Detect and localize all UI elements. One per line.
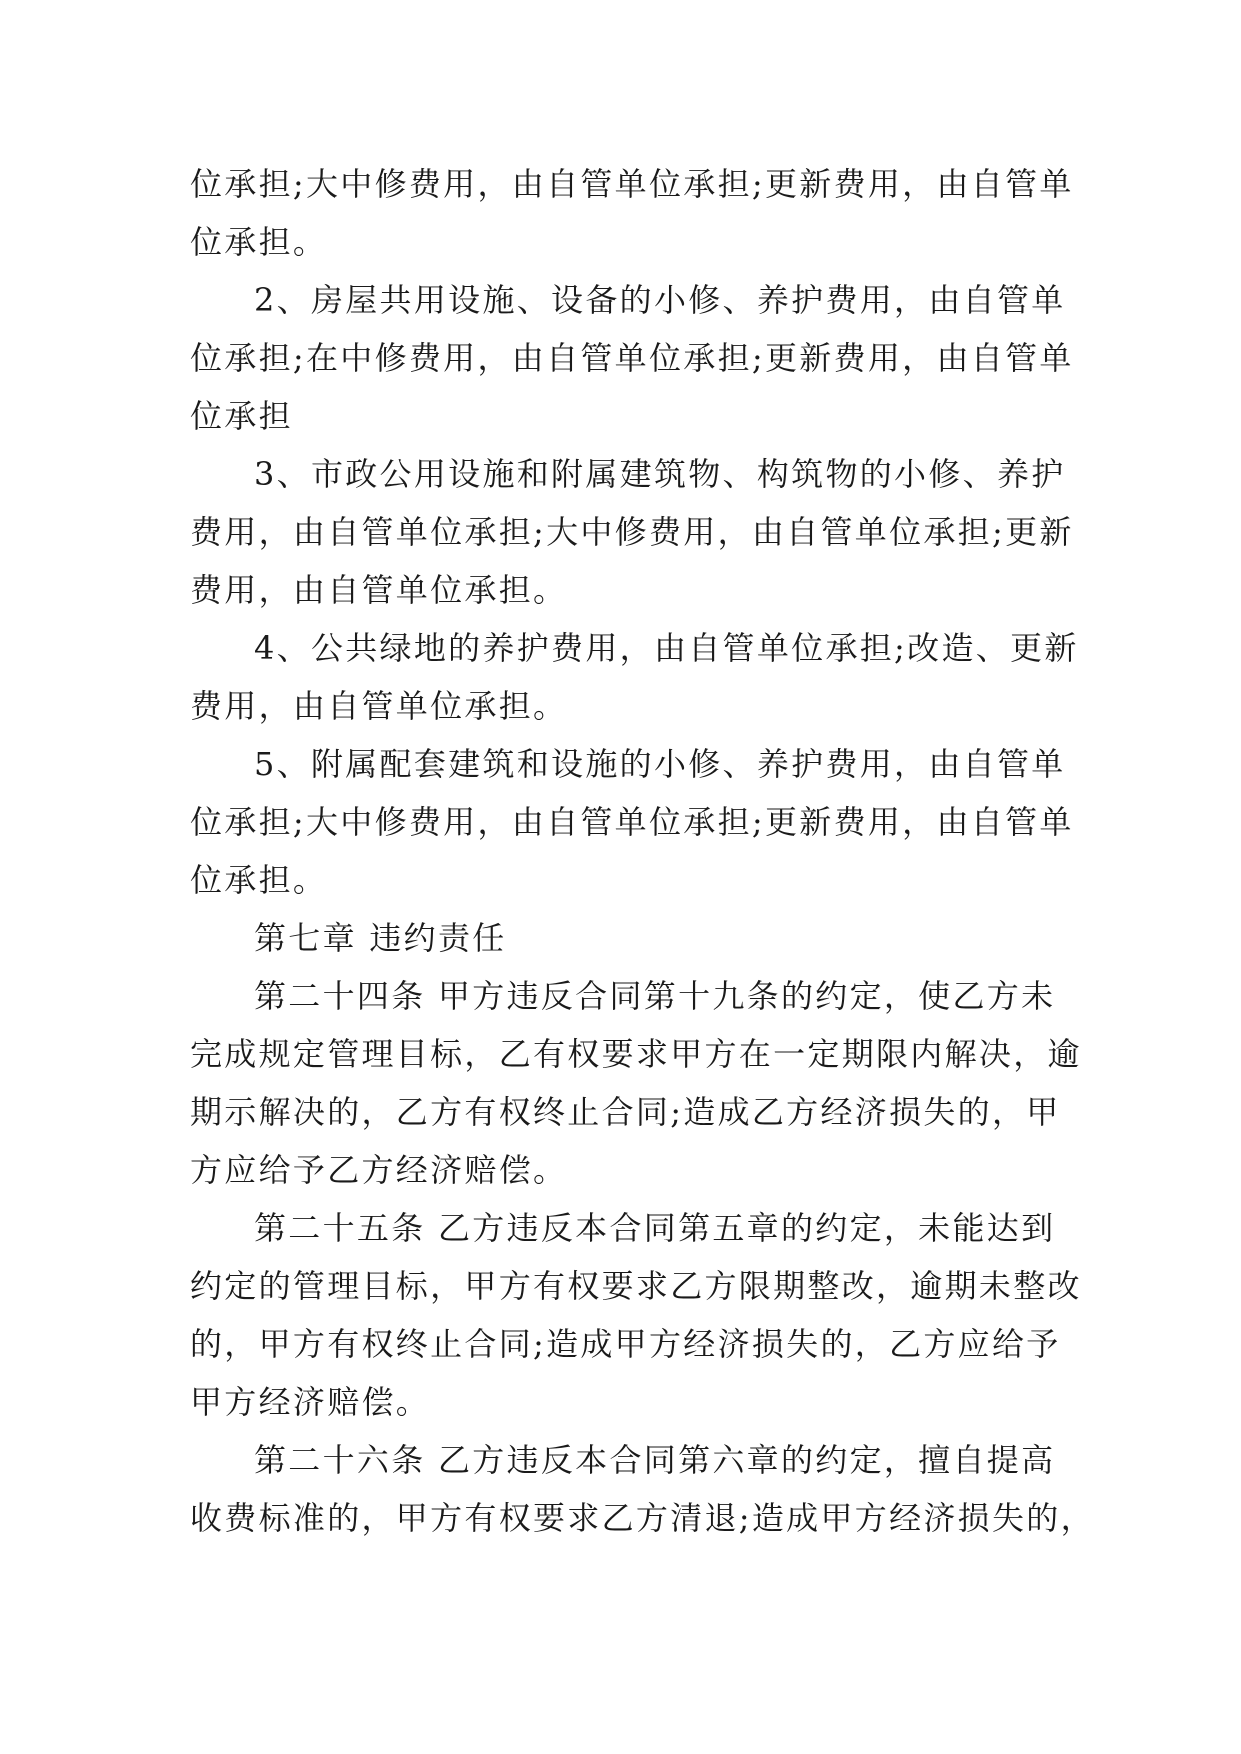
text-line: 4、公共绿地的养护费用，由自管单位承担;改造、更新 bbox=[254, 629, 1079, 667]
text-line: 位承担。 bbox=[190, 223, 328, 261]
text-line: 约定的管理目标，甲方有权要求乙方限期整改，逾期未整改 bbox=[190, 1267, 1082, 1305]
text-line: 完成规定管理目标，乙有权要求甲方在一定期限内解决，逾 bbox=[190, 1035, 1082, 1073]
text-line: 位承担;大中修费用，由自管单位承担;更新费用，由自管单 bbox=[190, 803, 1074, 841]
text-line: 费用，由自管单位承担;大中修费用，由自管单位承担;更新 bbox=[190, 513, 1074, 551]
text-line: 方应给予乙方经济赔偿。 bbox=[190, 1151, 568, 1189]
text-line: 第二十五条 乙方违反本合同第五章的约定，未能达到 bbox=[254, 1209, 1056, 1247]
text-line: 2、房屋共用设施、设备的小修、养护费用，由自管单 bbox=[254, 281, 1066, 319]
text-line: 位承担;在中修费用，由自管单位承担;更新费用，由自管单 bbox=[190, 339, 1074, 377]
text-line: 第二十四条 甲方违反合同第十九条的约定，使乙方未 bbox=[254, 977, 1056, 1015]
text-line: 5、附属配套建筑和设施的小修、养护费用，由自管单 bbox=[254, 745, 1066, 783]
text-line: 位承担 bbox=[190, 397, 293, 435]
text-line: 的，甲方有权终止合同;造成甲方经济损失的，乙方应给予 bbox=[190, 1325, 1061, 1363]
text-line: 费用，由自管单位承担。 bbox=[190, 571, 568, 609]
text-line: 位承担。 bbox=[190, 861, 328, 899]
text-line: 3、市政公用设施和附属建筑物、构筑物的小修、养护 bbox=[254, 455, 1066, 493]
text-line: 期示解决的，乙方有权终止合同;造成乙方经济损失的，甲 bbox=[190, 1093, 1061, 1131]
text-line: 第七章 违约责任 bbox=[254, 919, 507, 957]
text-line: 甲方经济赔偿。 bbox=[190, 1383, 431, 1421]
text-line: 收费标准的，甲方有权要求乙方清退;造成甲方经济损失的， bbox=[190, 1499, 1095, 1537]
text-line: 费用，由自管单位承担。 bbox=[190, 687, 568, 725]
text-line: 第二十六条 乙方违反本合同第六章的约定，擅自提高 bbox=[254, 1441, 1056, 1479]
document-body bbox=[190, 155, 1095, 1547]
text-line: 位承担;大中修费用，由自管单位承担;更新费用，由自管单 bbox=[190, 165, 1074, 203]
